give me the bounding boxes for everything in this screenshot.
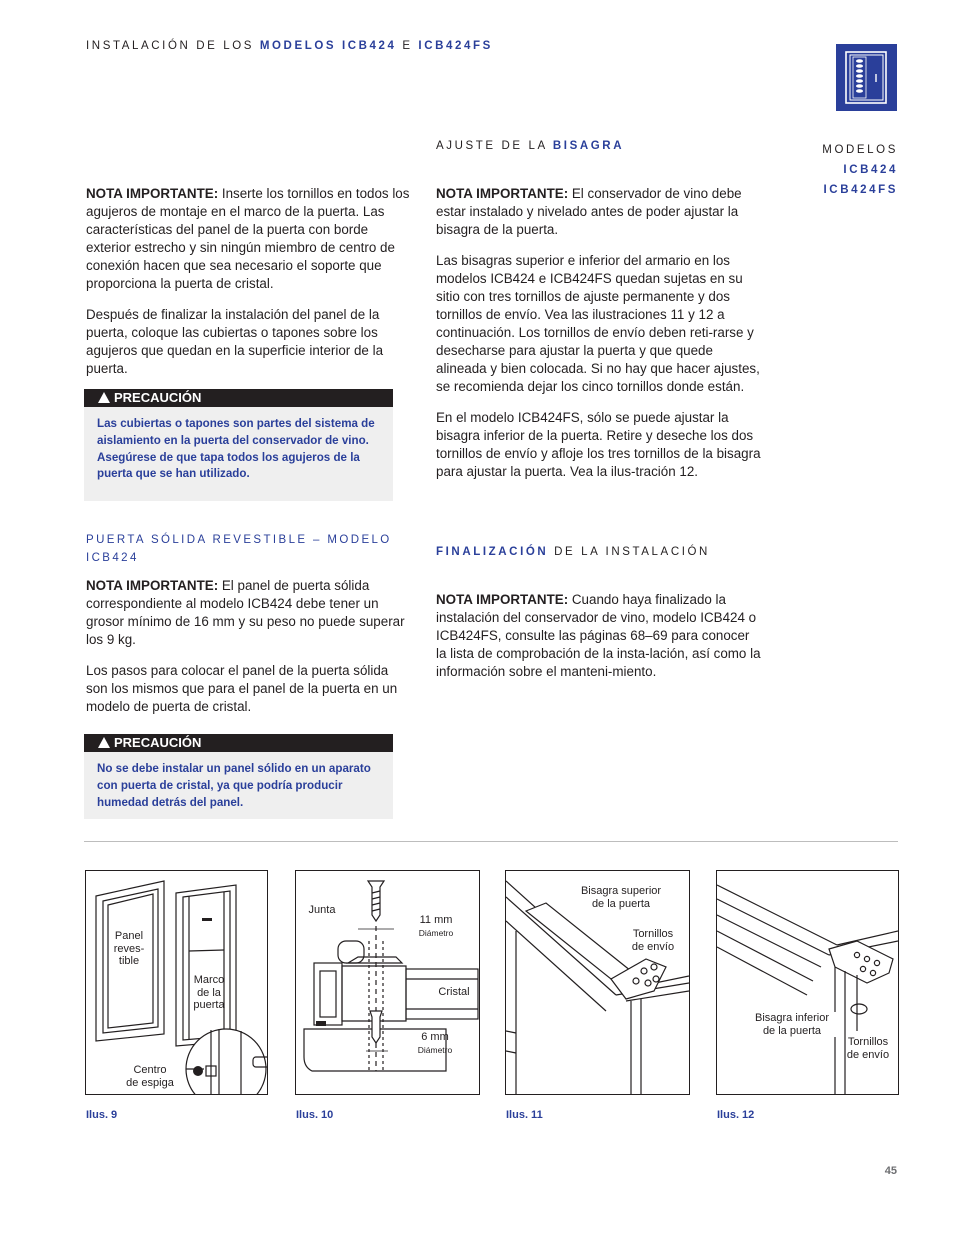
page-number: 45	[884, 1165, 897, 1177]
left-paragraph-1: NOTA IMPORTANTE: Inserte los tornillos en todos los agujeros de montaje en el marco de la puerta. Las características del panel de la puerta con borde exterior estrecho y sin ningún miembro de centro de conexión hacen que sea necesario el soporte que proporciona la puerta de cristal.	[86, 186, 410, 291]
fig9-panel-label: Panel reves- tible	[113, 930, 145, 967]
right-column-top	[436, 185, 761, 494]
warning-icon	[98, 392, 110, 403]
figure-9	[85, 870, 268, 1095]
divider	[84, 841, 898, 842]
right-paragraph-3: En el modelo ICB424FS, sólo se puede ajustar la bisagra inferior de la puerta. Retire y deseche los dos tornillos de envío y afloje los tres tornillos de la bisagra para ajustar la puerta. Vea la ilus-tración 12.	[436, 410, 761, 479]
header-conj: E	[402, 40, 413, 52]
fig12-bottom-hinge-label: Bisagra inferior de la puerta	[740, 1012, 844, 1037]
left-paragraph-2: Después de finalizar la instalación del panel de la puerta, coloque las cubiertas o tapones sobre los agujeros que quedan en la superficie interior de la puerta.	[86, 307, 384, 376]
wine-cabinet-icon	[836, 44, 897, 111]
fig10-gasket-label: Junta	[308, 904, 336, 916]
sidebar-label: MODELOS	[822, 144, 898, 156]
right-paragraph-2: Las bisagras superior e inferior del armario en los modelos ICB424 e ICB424FS quedan sujetas en su sitio con tres tornillos de ajuste permanente y dos tornillos de envío. Vea las ilustraciones 11 y 12 a continuación. Los tornillos de envío deben reti-rarse y desecharse para ajustar la puerta y que quede alineada y bien colocada. Si no hay que hacer ajustes, se recomienda dejar los cinco tornillos donde están.	[436, 253, 760, 394]
right-paragraph-4: NOTA IMPORTANTE: Cuando haya finalizado la instalación del conservador de vino, modelo ICB424 o ICB424FS, consulte las páginas 68–69 para conocer la lista de comprobación de la insta-lación, así como la información sobre el manteni-miento.	[436, 592, 761, 679]
left-column-bottom	[86, 577, 411, 729]
warning-icon	[98, 737, 110, 748]
fig9-caption: Ilus. 9	[86, 1109, 118, 1121]
section-title-hinge: AJUSTE DE LA BISAGRA	[436, 140, 625, 152]
left-paragraph-3: NOTA IMPORTANTE: El panel de puerta sólida correspondiente al modelo ICB424 debe tener un grosor mínimo de 16 mm y su peso no puede superar los 9 kg.	[86, 578, 405, 647]
section-title-finish: FINALIZACIÓN DE LA INSTALACIÓN	[436, 546, 710, 558]
right-column-bottom	[436, 591, 761, 694]
fig10-diameter1-sub: Diámetro	[418, 928, 454, 938]
fig11-caption: Ilus. 11	[506, 1109, 543, 1121]
fig12-caption: Ilus. 12	[717, 1109, 755, 1121]
fig10-diameter2-label: 6 mm	[421, 1031, 449, 1043]
caution-text-1: Las cubiertas o tapones son partes del sistema de aislamiento en la puerta del conservador de vino. Asegúrese de que tapa todos los agujeros de la puerta que se han utilizado.	[97, 417, 375, 481]
caution-box-2	[84, 734, 393, 819]
fig12-screws-label: Tornillos de envío	[846, 1036, 890, 1061]
fig10-caption: Ilus. 10	[296, 1109, 334, 1121]
fig10-diameter1-label: 11 mm	[419, 914, 453, 926]
header-model2: ICB424FS	[418, 40, 493, 52]
left-column-top	[86, 185, 411, 391]
fig11-screws-label: Tornillos de envío	[631, 928, 675, 953]
left-paragraph-4: Los pasos para colocar el panel de la puerta sólida son los mismos que para el panel de la puerta en un modelo de puerta de cristal.	[86, 663, 398, 714]
page-header	[86, 40, 493, 52]
sidebar-models	[822, 140, 898, 200]
fig10-glass-label: Cristal	[432, 986, 476, 999]
caution-box-1	[84, 389, 393, 501]
fig11-top-hinge-label: Bisagra superior de la puerta	[580, 885, 662, 910]
header-prefix: INSTALACIÓN DE LOS	[86, 40, 255, 52]
caution-text-2: No se debe instalar un panel sólido en un aparato con puerta de cristal, ya que podría producir humedad detrás del panel.	[97, 762, 371, 809]
right-paragraph-1: NOTA IMPORTANTE: El conservador de vino debe estar instalado y nivelado antes de poder ajustar la bisagra de la puerta.	[436, 186, 742, 237]
figure-12	[716, 870, 899, 1095]
sidebar-model1: ICB424	[843, 164, 898, 176]
fig9-dowel-label: Centro de espiga	[126, 1064, 174, 1089]
header-models: MODELOS ICB424	[259, 40, 397, 52]
caution-header-2: PRECAUCIÓN	[84, 734, 393, 752]
sidebar-model2: ICB424FS	[823, 184, 898, 196]
caution-header-1: PRECAUCIÓN	[84, 389, 393, 407]
fig10-diameter2-sub: Diámetro	[417, 1045, 453, 1055]
section-title-solid-door: PUERTA SÓLIDA REVESTIBLE – MODELO ICB424	[86, 534, 392, 564]
fig9-frame-label: Marco de la puerta	[193, 974, 225, 1011]
